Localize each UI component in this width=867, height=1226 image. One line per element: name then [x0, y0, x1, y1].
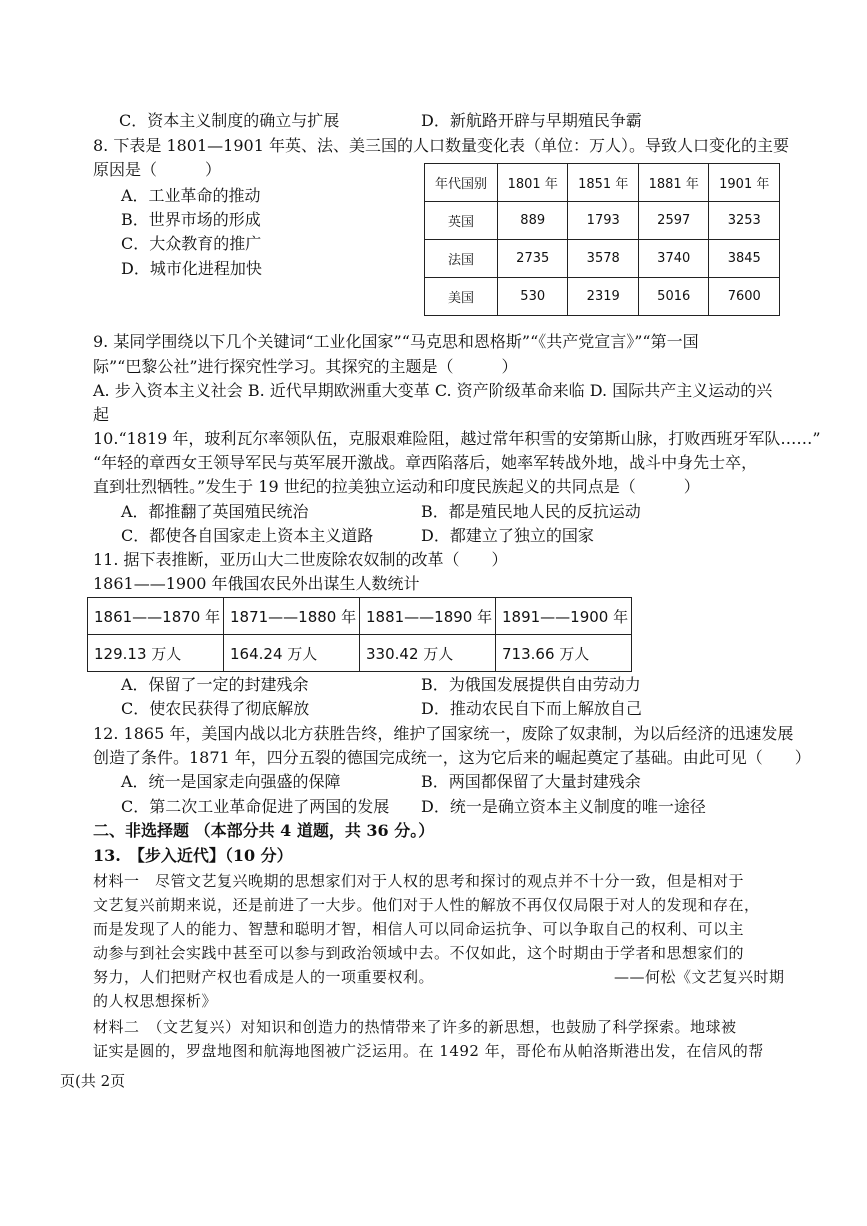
q13-title: 13. 【步入近代】（10 分） [93, 846, 293, 865]
table-cell: 7600 [709, 278, 780, 316]
table-header-cell: 1851 年 [568, 164, 639, 202]
q8-stem: 8. 下表是 1801—1901 年英、法、美三国的人口数量变化表（单位：万人）。导致人口变化的主要 [93, 136, 789, 155]
table-cell: 5016 [638, 278, 709, 316]
q9-options-cont: 起 [93, 405, 110, 424]
q8-option-a: A．工业革命的推动 [121, 186, 261, 205]
q12-option-b: B．两国都保留了大量封建残余 [421, 772, 641, 791]
table-header-cell: 1891——1900 年 [496, 598, 632, 635]
table-header-row [88, 598, 632, 635]
q10-stem-cont: “年轻的章西女王领导军民与英军展开激战。章西陷落后，她率军转战外地，战斗中身先士卒， [93, 453, 758, 472]
table-header-cell: 1881——1890 年 [360, 598, 496, 635]
table-header-cell: 1901 年 [709, 164, 780, 202]
material1-line: 动参与到社会实践中甚至可以参与到政治领域中去。不仅如此，这个时期由于学者和思想家们的 [93, 944, 745, 962]
q11-option-d: D．推动农民自下而上解放自己 [421, 699, 642, 718]
q11-peasant-table [87, 597, 632, 672]
q9-stem: 9. 某同学围绕以下几个关键词“工业化国家”“马克思和恩格斯”“《共产党宣言》”“第一国 [93, 332, 699, 351]
table-row [425, 202, 780, 240]
q12-stem-cont: 创造了条件。1871 年，四分五裂的德国完成统一，这为它后来的崛起奠定了基础。由此可见（ ） [93, 748, 811, 767]
q10-option-a: A．都推翻了英国殖民统治 [121, 502, 309, 521]
q12-option-c: C．第二次工业革命促进了两国的发展 [121, 797, 390, 816]
q11-stem: 11. 据下表推断，亚历山大二世废除农奴制的改革（ ） [93, 550, 508, 569]
material2-line: 材料二 （文艺复兴）对知识和创造力的热情带来了许多的新思想，也鼓励了科学探索。地球被 [93, 1018, 737, 1036]
table-cell: 2735 [497, 240, 568, 278]
q9-options: A. 步入资本主义社会 B. 近代早期欧洲重大变革 C. 资产阶级革命来临 D. 国际共产主义运动的兴 [93, 381, 773, 400]
material1-line: 努力，人们把财产权也看成是人的一项重要权利。 [93, 968, 435, 986]
q10-stem: 10.“1819 年，玻利瓦尔率领队伍，克服艰难险阻，越过常年积雪的安第斯山脉，打败西班牙军队……” [93, 429, 821, 448]
q11-option-b: B．为俄国发展提供自由劳动力 [421, 675, 641, 694]
table-cell: 3578 [568, 240, 639, 278]
table-cell: 美国 [425, 278, 498, 316]
q8-option-c: C．大众教育的推广 [121, 234, 262, 253]
q10-option-d: D．都建立了独立的国家 [421, 526, 594, 545]
q11-option-c: C．使农民获得了彻底解放 [121, 699, 310, 718]
table-cell: 法国 [425, 240, 498, 278]
q8-option-d: D．城市化进程加快 [121, 259, 262, 278]
material1-source-cont: 的人权思想探析》 [93, 992, 218, 1010]
q12-option-d: D．统一是确立资本主义制度的唯一途径 [421, 797, 706, 816]
q8-stem-cont: 原因是（ ） [93, 160, 222, 179]
q8-option-b: B．世界市场的形成 [121, 210, 261, 229]
table-header-cell: 1881 年 [638, 164, 709, 202]
table-cell: 129.13 万人 [88, 635, 224, 672]
q9-stem-cont: 际”“巴黎公社”进行探究性学习。其探究的主题是（ ） [93, 357, 518, 376]
table-cell: 1793 [568, 202, 639, 240]
table-row [88, 635, 632, 672]
material1-source: ——何松《文艺复兴时期 [614, 968, 785, 986]
material1-line: 材料一 尽管文艺复兴晚期的思想家们对于人权的思考和探讨的观点并不十分一致，但是相对于 [93, 872, 745, 890]
q12-stem: 12. 1865 年，美国内战以北方获胜告终，维护了国家统一，废除了奴隶制，为以后经济的迅速发展 [93, 724, 794, 743]
q8-population-table [424, 163, 780, 316]
table-cell: 2597 [638, 202, 709, 240]
table-cell: 2319 [568, 278, 639, 316]
q12-option-a: A．统一是国家走向强盛的保障 [121, 772, 341, 791]
table-cell: 330.42 万人 [360, 635, 496, 672]
table-cell: 英国 [425, 202, 498, 240]
q10-option-b: B．都是殖民地人民的反抗运动 [421, 502, 641, 521]
q7-option-c: C．资本主义制度的确立与扩展 [119, 111, 340, 130]
material1-line: 而是发现了人的能力、智慧和聪明才智，相信人可以同命运抗争、可以争取自己的权利、可以主 [93, 920, 745, 938]
material1-line: 文艺复兴前期来说，还是前进了一大步。他们对于人性的解放不再仅仅局限于对人的发现和存在， [93, 896, 760, 914]
page-footer: 页(共 2页 [60, 1072, 126, 1090]
table-row [425, 278, 780, 316]
table-cell: 530 [497, 278, 568, 316]
q11-table-caption: 1861——1900 年俄国农民外出谋生人数统计 [93, 574, 420, 593]
table-header-cell: 年代国别 [425, 164, 498, 202]
table-cell: 3740 [638, 240, 709, 278]
q11-option-a: A．保留了一定的封建残余 [121, 675, 309, 694]
q10-stem-cont2: 直到壮烈牺牲。”发生于 19 世纪的拉美独立运动和印度民族起义的共同点是（ ） [93, 477, 700, 496]
table-cell: 3253 [709, 202, 780, 240]
q10-option-c: C．都使各自国家走上资本主义道路 [121, 526, 374, 545]
table-cell: 3845 [709, 240, 780, 278]
table-header-cell: 1801 年 [497, 164, 568, 202]
part2-heading: 二、非选择题 （本部分共 4 道题，共 36 分。） [93, 821, 435, 840]
q7-option-d: D．新航路开辟与早期殖民争霸 [421, 111, 642, 130]
table-cell: 164.24 万人 [224, 635, 360, 672]
table-cell: 713.66 万人 [496, 635, 632, 672]
table-header-cell: 1871——1880 年 [224, 598, 360, 635]
table-row [425, 240, 780, 278]
table-header-row [425, 164, 780, 202]
table-cell: 889 [497, 202, 568, 240]
table-header-cell: 1861——1870 年 [88, 598, 224, 635]
material2-line: 证实是圆的，罗盘地图和航海地图被广泛运用。在 1492 年，哥伦布从帕洛斯港出发，在信风的帮 [93, 1042, 764, 1060]
